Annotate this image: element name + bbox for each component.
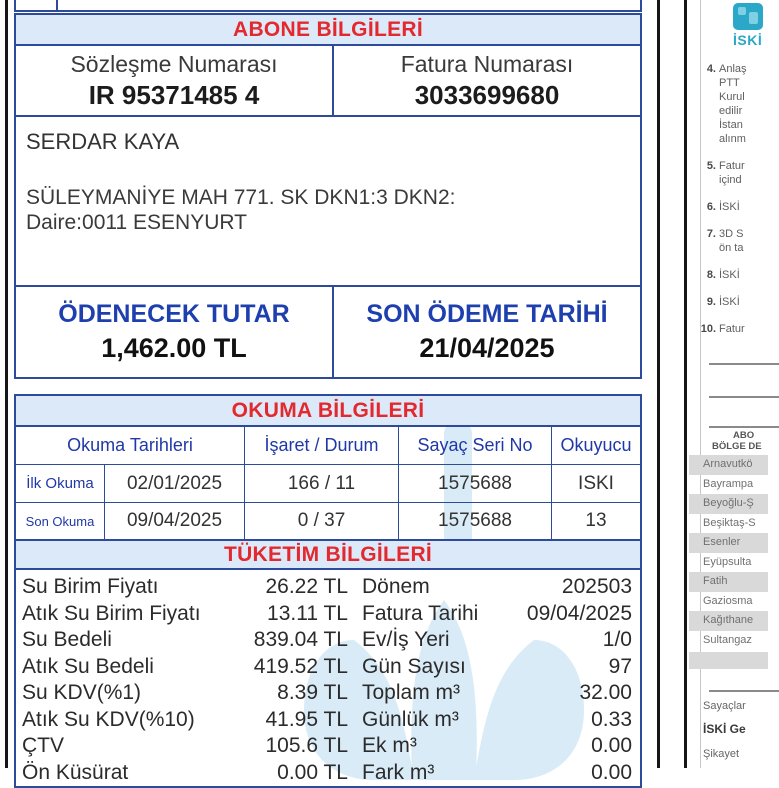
note-number: 7. <box>706 228 716 240</box>
list-item <box>689 295 768 309</box>
previous-section-fragment <box>14 0 642 12</box>
list-item <box>689 159 768 187</box>
consumption-list <box>16 570 640 786</box>
contract-number-label: Sözleşme Numarası <box>70 50 278 77</box>
consumption-label: Günlük m³ <box>362 707 459 731</box>
address-line-2: Daire:0011 ESENYURT <box>26 211 247 234</box>
table-row: Eyüpsulta <box>703 555 752 568</box>
consumption-label: Ek m³ <box>362 734 417 757</box>
list-item <box>22 601 640 628</box>
note-text: İSKİ <box>719 269 740 281</box>
reading-table-header <box>16 427 640 465</box>
contract-number-cell <box>16 46 332 115</box>
amount-due-label: ÖDENECEK TUTAR <box>58 300 290 328</box>
consumption-label: Su KDV(%1) <box>22 681 142 704</box>
note-number: 4. <box>706 63 716 75</box>
list-item <box>22 733 640 760</box>
note-text: Fatur içind <box>719 160 745 186</box>
terms-notes-list <box>689 62 768 349</box>
note-text: İSKİ <box>719 296 740 308</box>
customer-address-block <box>16 117 640 287</box>
first-reading-isaret: 166 / 11 <box>244 465 398 502</box>
amount-due-cell <box>16 287 332 377</box>
contract-number-value: IR 95371485 4 <box>88 79 260 110</box>
first-reading-label: İlk Okuma <box>26 475 94 492</box>
page-edge-line-mid <box>657 0 660 768</box>
consumption-label: Fark m³ <box>362 760 435 784</box>
last-reading-isaret: 0 / 37 <box>244 503 398 539</box>
table-row: Beyoğlu-Ş <box>689 494 768 514</box>
consumption-value: 32.00 <box>579 681 632 704</box>
invoice-number-value: 3033699680 <box>414 79 560 110</box>
note-text: 3D S ön ta <box>719 228 744 254</box>
list-item <box>22 654 640 681</box>
consumption-value: 13.11 TL <box>267 601 348 625</box>
consumption-label: Atık Su KDV(%10) <box>22 707 195 731</box>
reading-header-serial: Sayaç Seri No <box>398 427 551 464</box>
consumption-value: 0.00 TL <box>277 760 348 784</box>
first-reading-serial: 1575688 <box>398 465 551 502</box>
table-row: Fatih <box>689 572 768 592</box>
footer-text: Sayaçlar <box>703 700 746 712</box>
separator-line <box>709 396 779 398</box>
consumption-value: 8.39 TL <box>277 681 348 704</box>
separator-line <box>709 690 779 692</box>
address-line-1: SÜLEYMANİYE MAH 771. SK DKN1:3 DKN2: <box>26 186 456 209</box>
iski-logo-icon <box>733 3 763 30</box>
consumption-value: 41.95 TL <box>265 707 348 731</box>
note-number: 6. <box>706 201 716 213</box>
contract-invoice-row <box>16 46 640 117</box>
footer-text: Şikayet <box>703 748 740 760</box>
consumption-label: Dönem <box>362 575 430 598</box>
district-table <box>689 430 768 669</box>
list-item <box>689 227 768 255</box>
consumption-value: 202503 <box>561 575 632 598</box>
payment-row <box>16 287 640 377</box>
consumption-label: Fatura Tarihi <box>362 601 479 625</box>
amount-due-value: 1,462.00 TL <box>101 333 247 363</box>
separator-line <box>709 426 779 428</box>
table-row: Gaziosma <box>703 594 753 607</box>
consumption-label: Ev/İş Yeri <box>362 628 450 651</box>
list-item <box>22 574 640 601</box>
consumption-label: Su Bedeli <box>22 628 112 651</box>
consumption-label: Su Birim Fiyatı <box>22 575 159 598</box>
bill-back-page-panel <box>689 0 768 768</box>
subscriber-section-title: ABONE BİLGİLERİ <box>16 15 640 46</box>
consumption-value: 1/0 <box>602 628 632 651</box>
footer-text: İSKİ Ge <box>703 722 746 736</box>
reading-header-reader: Okuyucu <box>551 427 640 464</box>
page-edge-line-left <box>5 0 8 768</box>
table-row-first-reading <box>16 465 640 502</box>
last-reading-serial: 1575688 <box>398 503 551 539</box>
due-date-label: SON ÖDEME TARİHİ <box>366 300 608 328</box>
consumption-label: Atık Su Birim Fiyatı <box>22 601 201 625</box>
due-date-value: 21/04/2025 <box>419 333 555 363</box>
due-date-cell <box>332 287 640 377</box>
list-item <box>22 760 640 787</box>
subscriber-info-box <box>14 13 642 379</box>
reading-section-title: OKUMA BİLGİLERİ <box>16 396 640 427</box>
reading-header-dates: Okuma Tarihleri <box>67 435 193 455</box>
first-reading-date: 02/01/2025 <box>104 465 244 502</box>
consumption-value: 0.00 <box>591 760 632 784</box>
consumption-section-title: TÜKETİM BİLGİLERİ <box>16 539 640 570</box>
reading-consumption-box <box>14 394 642 788</box>
customer-name: SERDAR KAYA <box>26 129 180 154</box>
bill-main <box>14 0 642 788</box>
consumption-value: 105.6 TL <box>265 734 348 757</box>
note-number: 10. <box>700 323 716 335</box>
consumption-label: Toplam m³ <box>362 681 461 704</box>
list-item <box>22 707 640 734</box>
first-reading-reader: ISKI <box>551 465 640 502</box>
consumption-value: 419.52 TL <box>253 654 348 678</box>
district-table-header: ABO <box>733 430 755 441</box>
note-number: 5. <box>706 160 716 172</box>
last-reading-label: Son Okuma <box>25 513 95 529</box>
district-table-header: BÖLGE DE <box>712 441 762 452</box>
table-row: Sultangaz <box>703 633 752 646</box>
note-number: 8. <box>706 269 716 281</box>
table-row: Arnavutkö <box>689 455 768 475</box>
page-edge-line-right <box>684 0 687 768</box>
list-item <box>689 200 768 214</box>
note-text: Fatur <box>719 323 745 335</box>
consumption-value: 0.33 <box>591 707 632 731</box>
note-text: İSKİ <box>719 201 740 213</box>
table-row <box>689 652 768 669</box>
table-row: Esenler <box>689 533 768 553</box>
fragment-column-divider <box>56 0 58 10</box>
consumption-label: Gün Sayısı <box>362 654 466 678</box>
table-row: Kağıthane <box>689 611 768 631</box>
consumption-label: Atık Su Bedeli <box>22 654 154 678</box>
reading-header-isaret: İşaret / Durum <box>244 427 398 464</box>
table-row-last-reading <box>16 502 640 539</box>
consumption-value: 26.22 TL <box>265 575 348 598</box>
consumption-value: 09/04/2025 <box>526 601 632 625</box>
consumption-value: 97 <box>608 654 632 678</box>
invoice-number-label: Fatura Numarası <box>400 50 574 77</box>
table-row: Beşiktaş-S <box>703 516 756 529</box>
list-item <box>22 627 640 654</box>
consumption-value: 0.00 <box>591 734 632 757</box>
consumption-label: ÇTV <box>22 734 64 757</box>
iski-logo-text: İSKİ <box>733 32 763 48</box>
separator-line <box>709 363 779 365</box>
last-reading-date: 09/04/2025 <box>104 503 244 539</box>
consumption-value: 839.04 TL <box>253 628 348 651</box>
consumption-label: Ön Küsürat <box>22 760 129 784</box>
note-number: 9. <box>706 296 716 308</box>
invoice-number-cell <box>332 46 640 115</box>
list-item <box>689 268 768 282</box>
table-row: Bayrampa <box>703 477 754 490</box>
list-item <box>689 62 768 146</box>
last-reading-reader: 13 <box>551 503 640 539</box>
note-text: Anlaş PTT Kurul edilir İstan alınm <box>719 63 747 145</box>
list-item <box>22 680 640 707</box>
list-item <box>689 322 768 336</box>
